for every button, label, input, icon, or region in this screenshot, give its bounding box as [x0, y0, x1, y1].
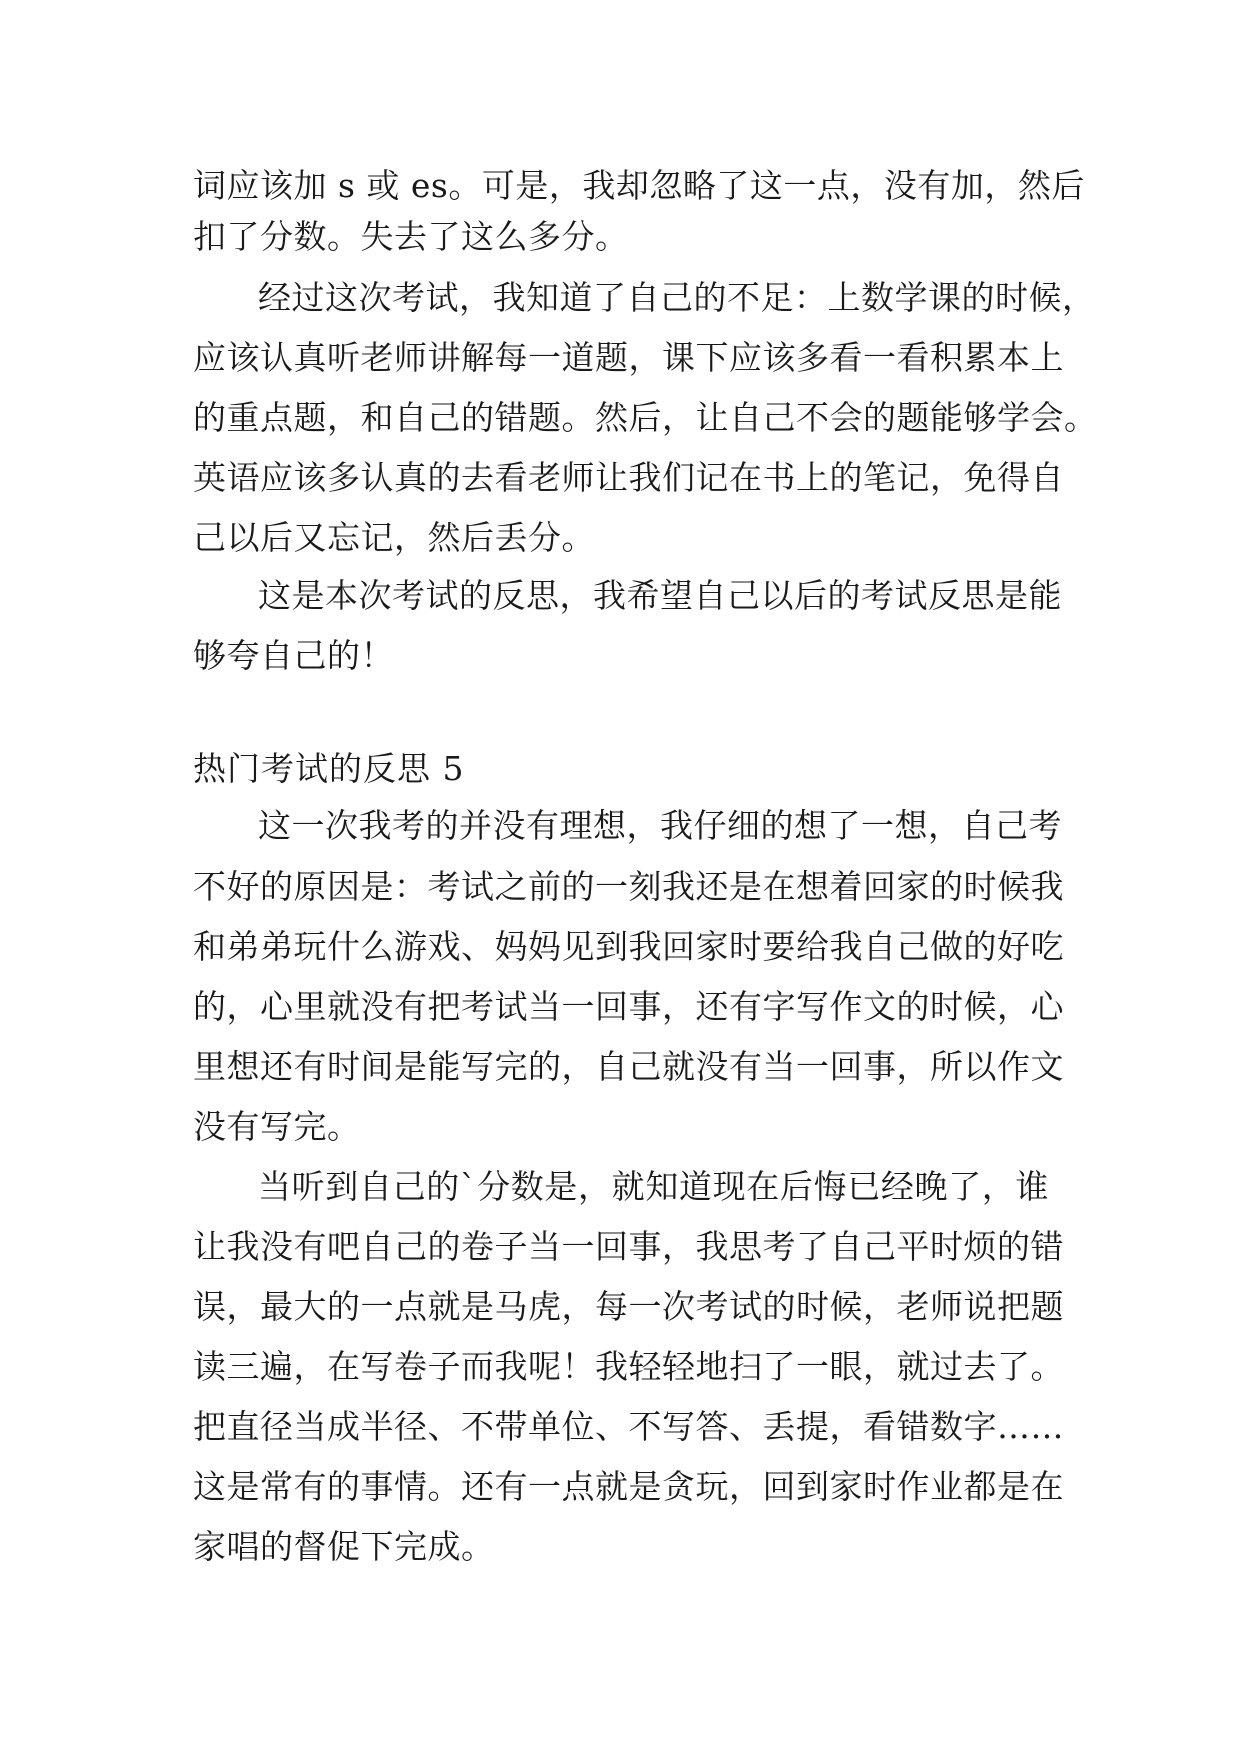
paragraph-line: 这一次我考的并没有理想，我仔细的想了一想，自己考	[258, 806, 1062, 845]
paragraph-line: 家唱的督促下完成。	[193, 1527, 495, 1566]
paragraph-line: 己以后又忘记，然后丢分。	[193, 518, 595, 557]
paragraph-line: 读三遍，在写卷子而我呢！我轻轻地扫了一眼，就过去了。	[193, 1347, 1064, 1386]
paragraph-line: 词应该加 s 或 es。可是，我却忽略了这一点，没有加，然后	[193, 166, 1085, 205]
section-heading: 热门考试的反思 5	[193, 749, 465, 788]
paragraph-line: 当听到自己的`分数是，就知道现在后悔已经晚了，谁	[258, 1167, 1049, 1206]
paragraph-line: 不好的原因是：考试之前的一刻我还是在想着回家的时候我	[193, 867, 1064, 906]
paragraph-line: 误，最大的一点就是马虎，每一次考试的时候，老师说把题	[193, 1287, 1064, 1326]
paragraph-line: 英语应该多认真的去看老师让我们记在书上的笔记，免得自	[193, 458, 1064, 497]
paragraph-line: 和弟弟玩什么游戏、妈妈见到我回家时要给我自己做的好吃	[193, 927, 1064, 966]
paragraph-line: 这是常有的事情。还有一点就是贪玩，回到家时作业都是在	[193, 1467, 1064, 1506]
paragraph-line: 的重点题，和自己的错题。然后，让自己不会的题能够学会。	[193, 398, 1098, 437]
paragraph-line: 把直径当成半径、不带单位、不写答、丢提，看错数字……	[193, 1407, 1064, 1446]
paragraph-line: 这是本次考试的反思，我希望自己以后的考试反思是能	[258, 576, 1062, 615]
paragraph-line: 经过这次考试，我知道了自己的不足：上数学课的时候，	[258, 278, 1096, 317]
paragraph-line: 让我没有吧自己的卷子当一回事，我思考了自己平时烦的错	[193, 1227, 1064, 1266]
paragraph-line: 应该认真听老师讲解每一道题，课下应该多看一看积累本上	[193, 338, 1064, 377]
paragraph-line: 的，心里就没有把考试当一回事，还有字写作文的时候，心	[193, 987, 1064, 1026]
paragraph-line: 扣了分数。失去了这么多分。	[193, 217, 629, 256]
paragraph-line: 没有写完。	[193, 1107, 361, 1146]
paragraph-line: 里想还有时间是能写完的，自己就没有当一回事，所以作文	[193, 1047, 1064, 1086]
paragraph-line: 够夸自己的！	[193, 636, 394, 675]
